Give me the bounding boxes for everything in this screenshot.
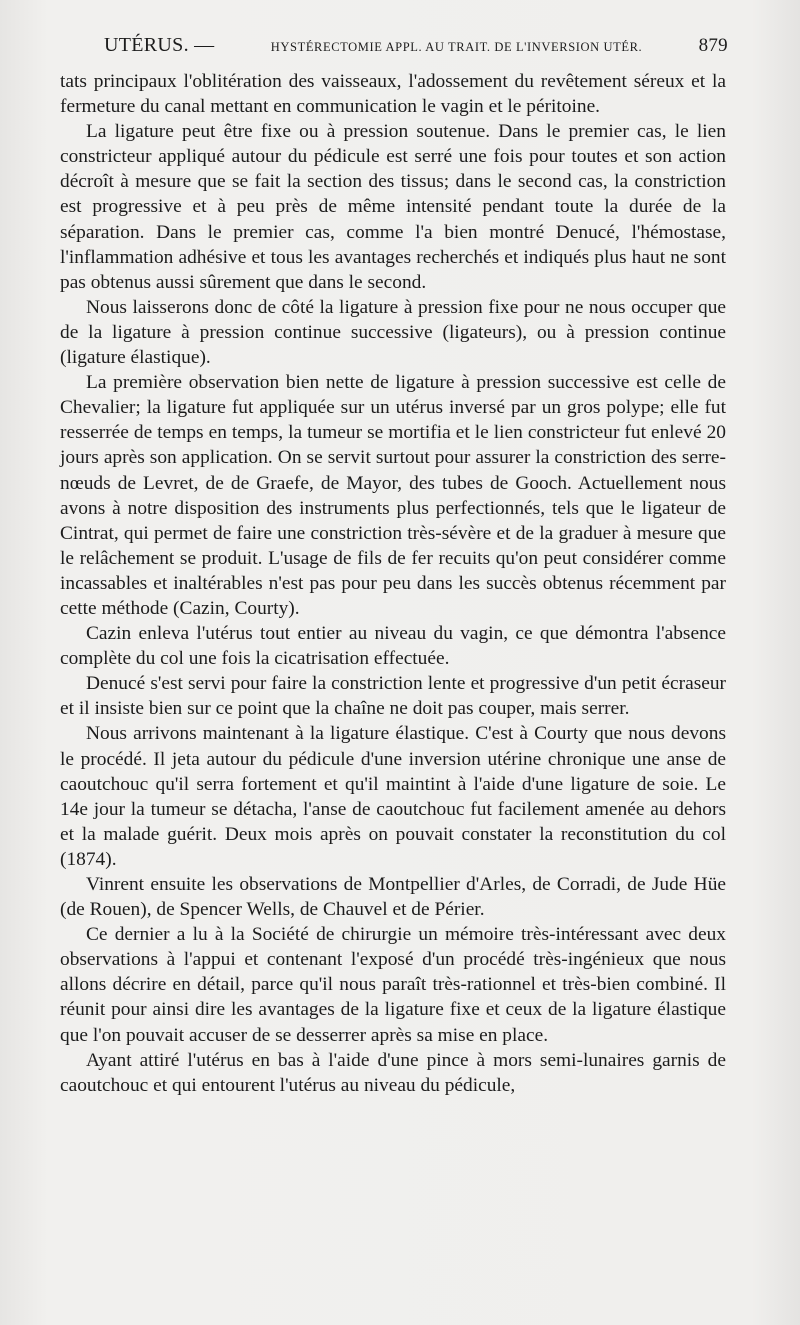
paragraph: La première observation bien nette de ligature à pression successive est celle de Chevalier; la ligature fut appliquée sur un utérus inversé par un gros polype; elle fut resserrée de temps en temps, la tumeur se mortifia et le lien constricteur fut enlevé 20 jours après son application. On se servit surtout pour assurer la constriction des serre-nœuds de Levret, de de Graefe, de Mayor, des tubes de Gooch. Actuellement nous avons à notre disposition des instruments plus perfectionnés, tels que le ligateur de Cintrat, qui permet de faire une constriction très-sévère et de la graduer à mesure que le relâchement se produit. L'usage de fils de fer recuits qu'on peut considérer comme incassables et inaltérables n'est pas pour peu dans les succès obtenus récemment par cette méthode (Cazin, Courty). (60, 372, 726, 619)
running-head (104, 34, 728, 57)
paragraph: Nous laisserons donc de côté la ligature à pression fixe pour ne nous occuper que de la ligature à pression continue successive (ligateurs), ou à pression continue (ligature élastique). (60, 296, 726, 369)
body-text (60, 69, 726, 1098)
paragraph: Denucé s'est servi pour faire la constriction lente et progressive d'un petit écraseur et il insiste bien sur ce point que la chaîne ne doit pas couper, mais serrer. (60, 673, 726, 720)
paragraph-continued: tats principaux l'oblitération des vaisseaux, l'adossement du revêtement séreux et la fermeture du canal mettant en communication le vagin et le péritoine. (60, 71, 726, 118)
paragraph: Ayant attiré l'utérus en bas à l'aide d'une pince à mors semi-lunaires garnis de caoutchouc et qui entourent l'utérus au niveau du pédicule, (60, 1049, 726, 1096)
paragraph: Nous arrivons maintenant à la ligature élastique. C'est à Courty que nous devons le procédé. Il jeta autour du pédicule d'une inversion utérine chronique une anse de caoutchouc qu'il serra fortement et qu'il maintint à l'aide d'une ligature de soie. Le 14e jour la tumeur se détacha, l'anse de caoutchouc fut facilement amenée au dehors et la malade guérit. Deux mois après on pouvait constater la reconstitution du col (1874). (60, 723, 726, 870)
paragraph: Ce dernier a lu à la Société de chirurgie un mémoire très-intéressant avec deux observations à l'appui et contenant l'exposé d'un procédé très-ingénieux que nous allons décrire en détail, parce qu'il nous paraît très-rationnel et très-bien combiné. Il réunit pour ainsi dire les avantages de la ligature fixe et ceux de la ligature élastique que l'on pouvait accuser de se desserrer après sa mise en place. (60, 924, 726, 1046)
header-title: HYSTÉRECTOMIE APPL. AU TRAIT. DE L'INVERSION UTÉR. (270, 40, 643, 54)
page-number: 879 (698, 35, 728, 56)
paragraph: Vinrent ensuite les observations de Montpellier d'Arles, de Corradi, de Jude Hüe (de Rouen), de Spencer Wells, de Chauvel et de Périer. (60, 874, 726, 921)
header-section: UTÉRUS. — (104, 34, 215, 56)
paragraph: Cazin enleva l'utérus tout entier au niveau du vagin, ce que démontra l'absence complète du col une fois la cicatrisation effectuée. (60, 623, 726, 670)
paragraph: La ligature peut être fixe ou à pression soutenue. Dans le premier cas, le lien constricteur appliqué autour du pédicule est serré une fois pour toutes et son action décroît à mesure que se fait la section des tissus; dans le second cas, la constriction est progressive et à peu près de même intensité pendant toute la durée de la séparation. Dans le premier cas, comme l'a bien montré Denucé, l'hémostase, l'inflammation adhésive et tous les avantages recherchés et indiqués plus haut ne sont pas obtenus aussi sûrement que dans le second. (60, 121, 726, 293)
